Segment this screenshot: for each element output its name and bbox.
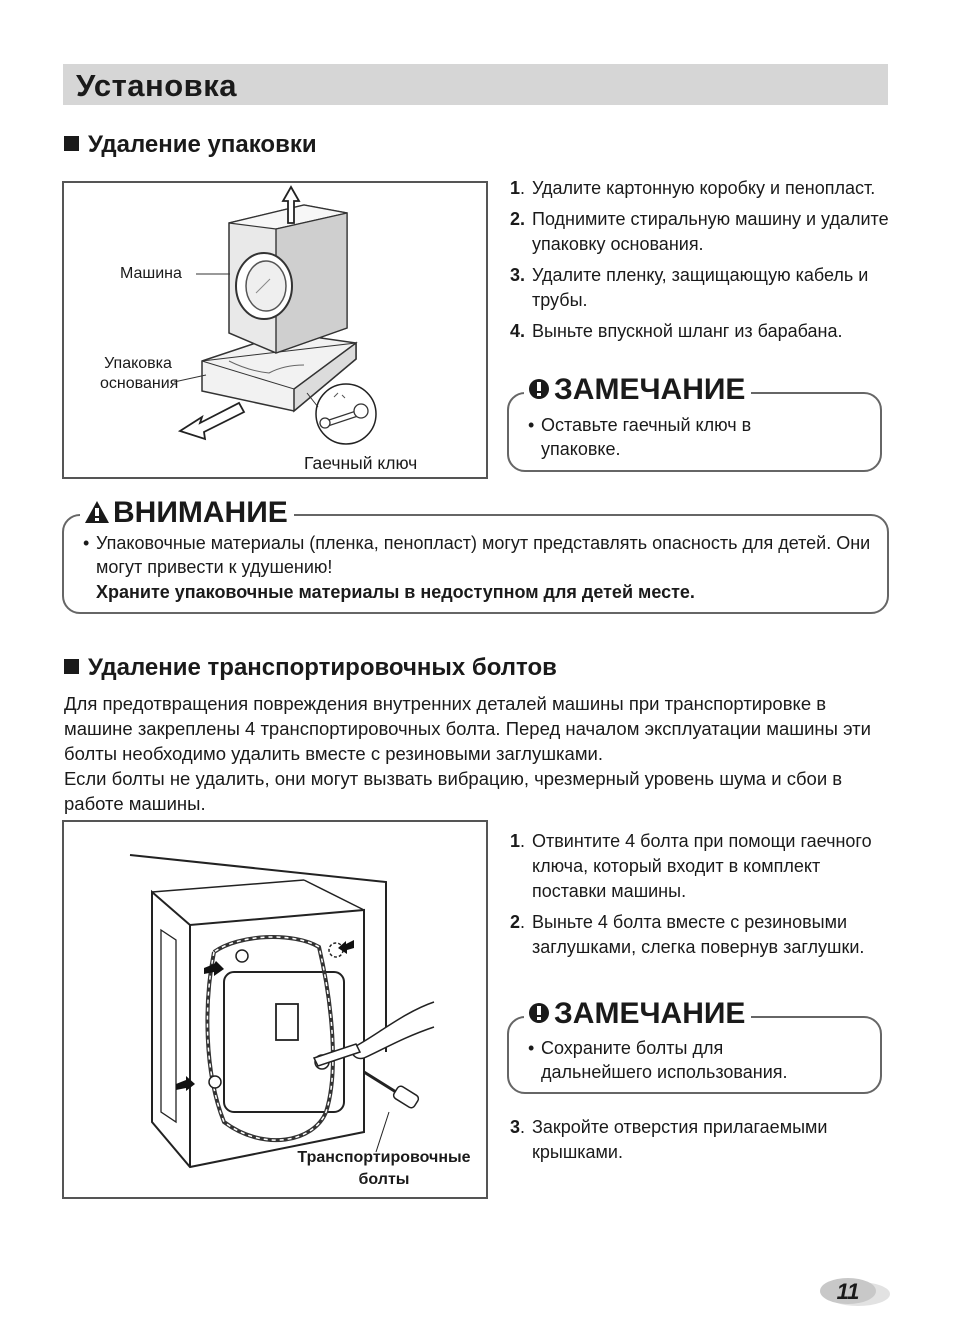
- packing-step: [510, 176, 890, 201]
- packing-step: [510, 319, 890, 344]
- label-transport-bolts-line2: болты: [358, 1171, 410, 1188]
- note-bullet: • Сохраните болты для дальнейшего использования.: [528, 1036, 828, 1084]
- warning-text: [83, 531, 873, 604]
- packing-steps-list: [510, 176, 890, 350]
- note-title-text: ЗАМЕЧАНИЕ: [554, 373, 746, 406]
- step-text: Удалите картонную коробку и пенопласт.: [532, 178, 876, 198]
- note-text-bolts: [528, 1036, 828, 1084]
- warning-bold-text: Храните упаковочные материалы в недоступном для детей месте.: [96, 582, 695, 602]
- step-text: Поднимите стиральную машину и удалите упаковку основания.: [532, 209, 889, 254]
- page-title-bar: [63, 64, 888, 105]
- step-text: Удалите пленку, защищающую кабель и трубы.: [532, 265, 869, 310]
- transport-bolts-illustration: [64, 822, 486, 1197]
- section-heading-packing: [64, 131, 317, 159]
- label-base-packing: [100, 354, 179, 394]
- bolts-paragraph-2: Если болты не удалить, они могут вызвать вибрацию, чрезмерный уровень шума и сбои в работе машины.: [64, 768, 843, 814]
- step-number: 4.: [510, 321, 526, 341]
- bolts-intro: [64, 691, 890, 816]
- step-separator: .: [520, 1117, 526, 1137]
- packing-step: [510, 263, 890, 313]
- bolts-steps-list: [510, 829, 890, 966]
- packing-step: [510, 207, 890, 257]
- step-number: 1: [510, 178, 521, 198]
- step-number: 3.: [510, 265, 526, 285]
- packing-figure: [62, 181, 488, 479]
- bolts-figure: [62, 820, 488, 1199]
- step-text: Отвинтите 4 болта при помощи гаечного ключа, который входит в комплект поставки машины.: [532, 831, 872, 901]
- label-wrench: Гаечный ключ: [304, 453, 418, 473]
- label-base-packing-line2: основания: [100, 375, 179, 392]
- step-number: 1: [510, 831, 521, 851]
- note-title-text: ЗАМЕЧАНИЕ: [554, 997, 746, 1030]
- step-separator: .: [520, 912, 526, 932]
- step-text: Выньте впускной шланг из барабана.: [532, 321, 843, 341]
- step-number: 2: [510, 912, 521, 932]
- warning-bullet: • Упаковочные материалы (пленка, пенопласт) могут представлять опасность для детей. Они могут привести к удушению!: [83, 531, 873, 579]
- bolts-step-3: [510, 1115, 890, 1171]
- label-transport-bolts-line1: Транспортировочные: [297, 1149, 471, 1166]
- square-bullet-icon: [64, 136, 79, 151]
- bolts-step: [510, 910, 890, 960]
- page-title: Установка: [76, 68, 237, 103]
- step-number: 3: [510, 1117, 521, 1137]
- bolts-step: [510, 829, 890, 904]
- label-base-packing-line1: Упаковка: [104, 355, 172, 372]
- section-heading-bolts: [64, 654, 557, 682]
- note-title-wrench: [524, 373, 751, 407]
- exclamation-circle-icon: [528, 378, 550, 400]
- step-text: Закройте отверстия прилагаемыми крышками.: [532, 1117, 828, 1162]
- warning-title-text: ВНИМАНИЕ: [113, 496, 288, 529]
- bolts-step: [510, 1115, 890, 1165]
- bolts-paragraph-1: Для предотвращения повреждения внутренних деталей машины при транспортировке в машине закреплены 4 транспортировочных болта. Перед началом эксплуатации машины эти болты необходимо удалить вместе с резиновыми заглушками.: [64, 693, 871, 764]
- step-separator: .: [520, 831, 526, 851]
- note-title-bolts: [524, 997, 751, 1031]
- page-number-badge: [818, 1276, 892, 1308]
- warning-triangle-icon: [84, 500, 110, 524]
- washing-machine-packing-illustration: [64, 183, 486, 477]
- note-text-wrench: [528, 413, 828, 461]
- square-bullet-icon: [64, 659, 79, 674]
- step-separator: .: [520, 178, 526, 198]
- label-transport-bolts: [284, 1147, 484, 1191]
- label-machine: Машина: [120, 265, 182, 282]
- step-number: 2.: [510, 209, 526, 229]
- exclamation-circle-icon: [528, 1002, 550, 1024]
- section-heading-bolts-text: Удаление транспортировочных болтов: [88, 654, 557, 681]
- page-number: 11: [836, 1279, 860, 1304]
- section-heading-packing-text: Удаление упаковки: [88, 131, 317, 158]
- warning-title: [80, 496, 294, 530]
- step-text: Выньте 4 болта вместе с резиновыми заглушками, слегка повернув заглушки.: [532, 912, 865, 957]
- note-bullet: • Оставьте гаечный ключ в упаковке.: [528, 413, 828, 461]
